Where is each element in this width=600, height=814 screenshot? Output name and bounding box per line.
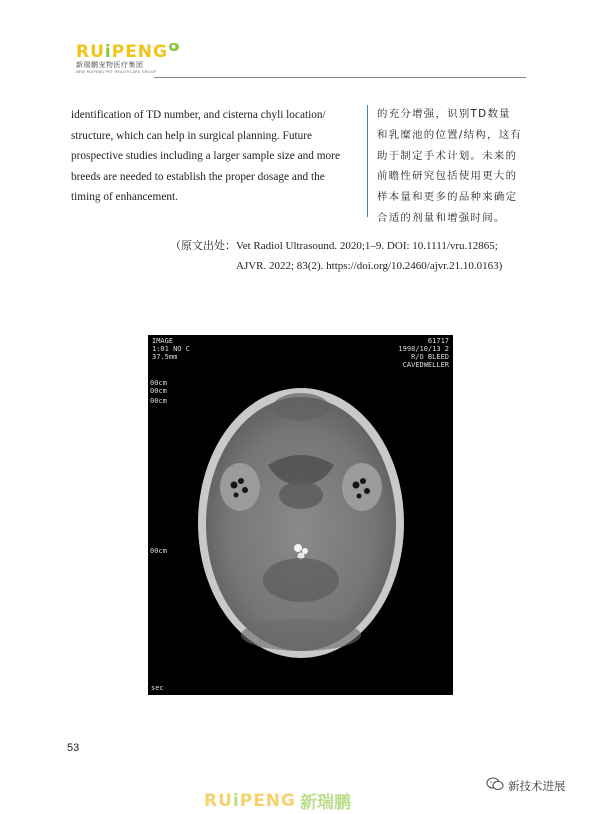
english-line: timing of enhancement. (71, 191, 178, 203)
column-divider (367, 105, 368, 217)
wechat-icon (486, 777, 504, 794)
ct-scan-image (148, 335, 453, 695)
chinese-paragraph (377, 104, 537, 229)
english-line: identification of TD number, and cisterna chyli location/ (71, 109, 326, 121)
ct-label-top-left: IMAGE 1:01 NO C 37.5mm (152, 337, 190, 361)
wechat-watermark (486, 777, 566, 794)
ct-scale-mark: 00cm (150, 379, 167, 387)
source-citation (170, 236, 502, 276)
watermark-text: 新技术进展 (508, 778, 566, 793)
ct-label-top-right: 61717 1998/10/13 2 R/O BLEED CAVEDWELLER (398, 337, 449, 369)
chinese-line: 和乳糜池的位置/结构，这有 (377, 128, 523, 141)
chinese-line: 助于制定手术计划。未来的 (377, 149, 518, 162)
english-paragraph (71, 105, 359, 208)
chinese-line: 合适的剂量和增强时间。 (377, 211, 506, 224)
ct-label-bottom-left: sec (151, 684, 164, 692)
footer-chinese-name: 新瑞鹏 (300, 793, 351, 813)
brain-ct-graphic (148, 335, 453, 695)
footer-wordmark: RUiPENG (204, 790, 296, 811)
chinese-line: 样本量和更多的品种来确定 (377, 191, 518, 204)
citation-line-1: （原文出处：Vet Radiol Ultrasound. 2020;1–9. DOI: 10.1111/vru.12865; (170, 240, 498, 252)
ct-scale-mark: 00cm (150, 387, 167, 395)
header-logo (76, 43, 179, 75)
header-rule (154, 77, 526, 78)
citation-line-2: AJVR. 2022; 83(2). https://doi.org/10.2460/ajvr.21.10.0163) (236, 260, 503, 272)
ct-scale-mark: 00cm (150, 397, 167, 405)
ct-scale-mark: 00cm (150, 547, 167, 555)
footer-logo (204, 788, 351, 813)
logo-english-name: NEW RUIPENG PET HEALTHCARE GROUP (76, 70, 157, 74)
english-line: prospective studies including a larger sample size and more (71, 150, 340, 162)
logo-badge-icon: ● (169, 43, 179, 51)
logo-wordmark: RUiPENG ● (76, 43, 179, 61)
english-line: structure, which can help in surgical planning. Future (71, 129, 313, 142)
chinese-line: 的充分增强，识别TD数量 (377, 108, 511, 120)
page-number: 53 (67, 742, 80, 754)
chinese-line: 前瞻性研究包括使用更大的 (377, 170, 518, 183)
logo-chinese-name: 新瑞鹏宠物医疗集团 (76, 61, 144, 69)
english-line: breeds are needed to establish the proper dosage and the (71, 170, 325, 183)
